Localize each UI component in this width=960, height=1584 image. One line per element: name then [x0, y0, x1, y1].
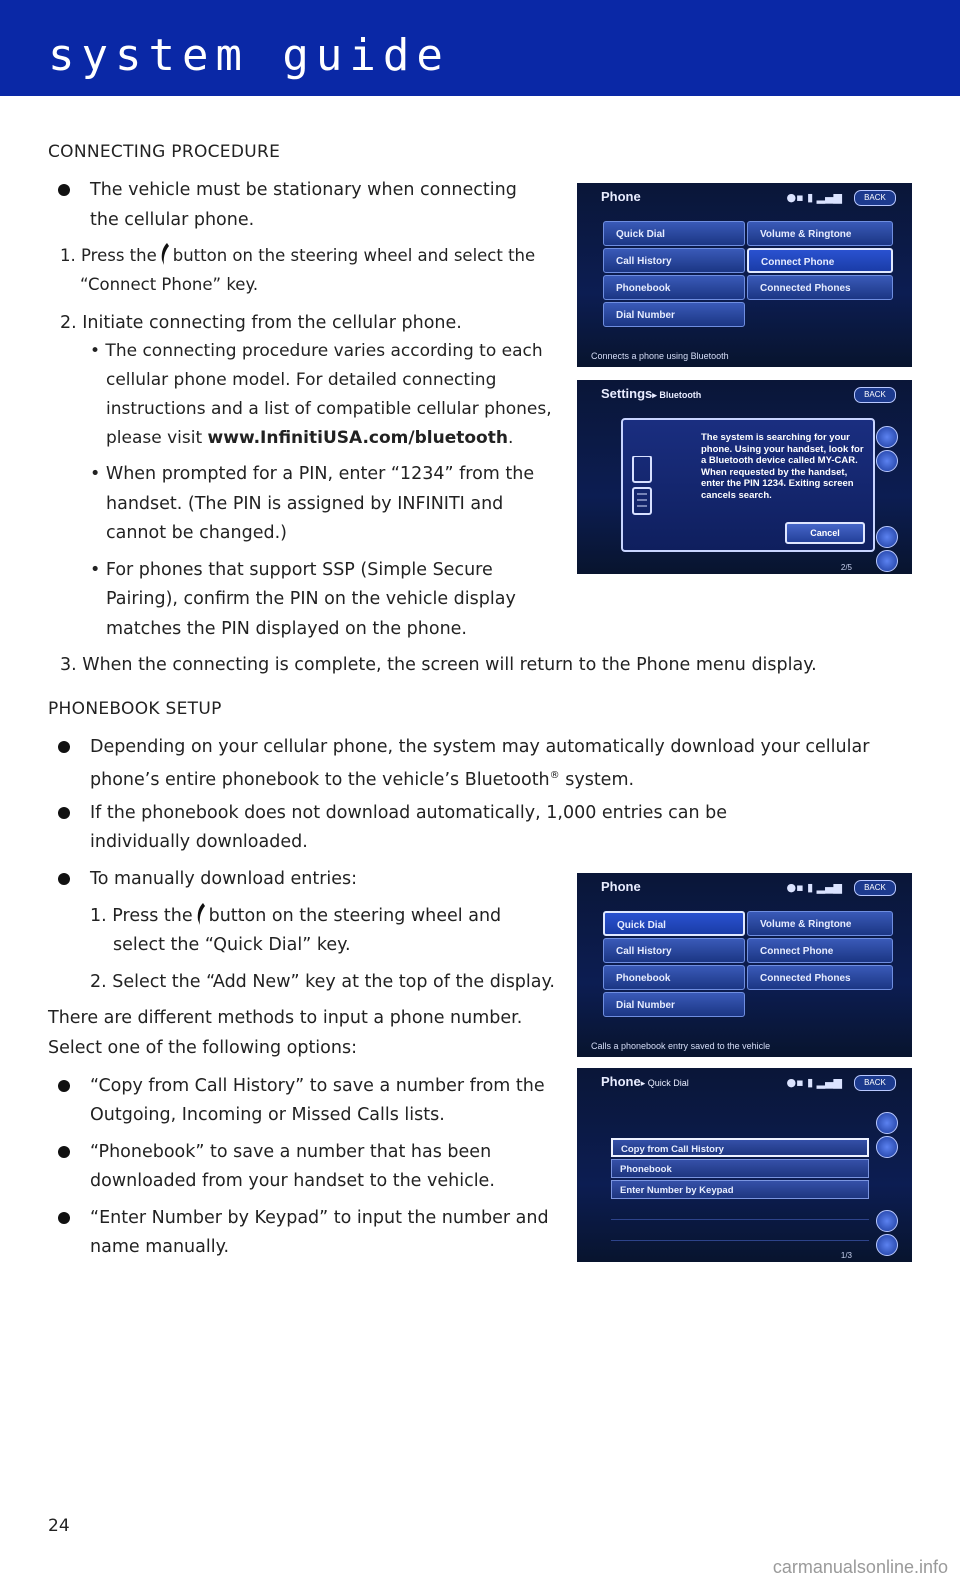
- volume-ringtone-button[interactable]: Volume & Ringtone: [747, 911, 893, 936]
- text-segment: phone’s entire phonebook to the vehicle’s Bluetooth: [90, 769, 550, 790]
- bullet-dot: [58, 807, 70, 819]
- screen-hint: Connects a phone using Bluetooth: [591, 351, 729, 361]
- text-line: [106, 423, 513, 453]
- text-line: downloaded from your handset to the vehicle.: [90, 1171, 495, 1191]
- text-segment: 1. Press the: [90, 906, 193, 926]
- registered-mark: ®: [549, 770, 560, 781]
- bullet-dot: [58, 1146, 70, 1158]
- text-segment: please visit: [106, 428, 203, 448]
- screen-title: [601, 386, 701, 401]
- text-line: “Copy from Call History” to save a number from the: [90, 1076, 545, 1096]
- text-line: Select one of the following options:: [48, 1038, 357, 1058]
- phone-handset-icon: [196, 903, 206, 925]
- text-line: “Enter Number by Keypad” to input the number and: [90, 1208, 549, 1228]
- connect-phone-button[interactable]: Connect Phone: [747, 248, 893, 273]
- bullet-dot: [58, 1080, 70, 1092]
- phone-handset-icon: [160, 243, 170, 265]
- page-header: [0, 0, 960, 96]
- screen-hint: Calls a phonebook entry saved to the vehicle: [591, 1041, 771, 1051]
- handset-icon: [631, 456, 653, 516]
- section-title: system guide: [48, 30, 450, 81]
- scroll-up-icon[interactable]: [876, 1112, 898, 1134]
- empty-row: [611, 1201, 869, 1220]
- step-1: [90, 901, 501, 931]
- searching-message: The system is searching for your phone. Using your handset, look for a Bluetooth device called MY-CAR. When requested by the handset, enter the PIN 1234. Exiting screen cancels search.: [701, 432, 864, 501]
- phone-menu-screenshot: [577, 873, 912, 1057]
- text-line: • When prompted for a PIN, enter “1234” from the: [90, 464, 535, 484]
- text-line: Outgoing, Incoming or Missed Calls lists.: [90, 1105, 445, 1125]
- text-line: instructions and a list of compatible cellular phones,: [106, 399, 552, 419]
- text-segment: system.: [565, 769, 635, 790]
- text-segment: button on the steering wheel and: [208, 906, 502, 926]
- empty-row: [611, 1222, 869, 1241]
- cancel-button[interactable]: Cancel: [785, 522, 865, 544]
- text-line: name manually.: [90, 1237, 230, 1257]
- dial-number-button[interactable]: Dial Number: [603, 992, 745, 1017]
- scroll-down-icon[interactable]: [876, 1234, 898, 1256]
- call-history-button[interactable]: Call History: [603, 248, 745, 273]
- quick-dial-screenshot: [577, 1068, 912, 1262]
- screen-subtitle: ▸ Quick Dial: [640, 1078, 689, 1088]
- connecting-heading: CONNECTING PROCEDURE: [48, 142, 281, 162]
- text-line: To manually download entries:: [90, 869, 358, 889]
- text-line: the cellular phone.: [90, 210, 255, 230]
- page-indicator: 2/5: [840, 563, 852, 572]
- text-line: • The connecting procedure varies according to each: [90, 341, 543, 361]
- enter-number-by-keypad-row[interactable]: Enter Number by Keypad: [611, 1180, 869, 1199]
- screen-title: [601, 1074, 689, 1089]
- bullet-dot: [58, 1212, 70, 1224]
- text-line: The vehicle must be stationary when connecting: [90, 180, 517, 200]
- infiniti-bluetooth-link[interactable]: www.InfinitiUSA.com/bluetooth: [207, 428, 508, 448]
- step-2: 2. Select the “Add New” key at the top of the display.: [90, 972, 555, 992]
- scroll-up-icon[interactable]: [876, 450, 898, 472]
- quick-dial-button[interactable]: Quick Dial: [603, 911, 745, 936]
- step-2: 2. Initiate connecting from the cellular phone.: [60, 313, 462, 333]
- connect-phone-button[interactable]: Connect Phone: [747, 938, 893, 963]
- screen-title-text: Phone: [601, 1074, 641, 1089]
- text-line: Pairing), confirm the PIN on the vehicle display: [106, 589, 516, 609]
- text-line: If the phonebook does not download automatically, 1,000 entries can be: [90, 803, 728, 823]
- scroll-up-icon[interactable]: [876, 1136, 898, 1158]
- call-history-button[interactable]: Call History: [603, 938, 745, 963]
- volume-ringtone-button[interactable]: Volume & Ringtone: [747, 221, 893, 246]
- phone-menu-screenshot: [577, 183, 912, 367]
- copy-from-call-history-row[interactable]: Copy from Call History: [611, 1138, 869, 1157]
- text-line: • For phones that support SSP (Simple Secure: [90, 560, 493, 580]
- phonebook-button[interactable]: Phonebook: [603, 965, 745, 990]
- back-button[interactable]: BACK: [854, 1075, 896, 1091]
- text-line: individually downloaded.: [90, 832, 308, 852]
- quick-dial-button[interactable]: Quick Dial: [603, 221, 745, 246]
- scroll-down-icon[interactable]: [876, 1210, 898, 1232]
- signal-status-icon: ●▪ ▮ ▂▄▆: [786, 881, 842, 894]
- text-segment: .: [507, 428, 514, 448]
- scroll-down-icon[interactable]: [876, 526, 898, 548]
- step-1: [60, 241, 535, 271]
- phonebook-button[interactable]: Phonebook: [603, 275, 745, 300]
- text-line: matches the PIN displayed on the phone.: [106, 619, 467, 639]
- text-line: Depending on your cellular phone, the system may automatically download your cellular: [90, 737, 870, 757]
- step-3: 3. When the connecting is complete, the screen will return to the Phone menu display.: [60, 655, 817, 675]
- bullet-dot: [58, 741, 70, 753]
- text-line: [90, 761, 634, 795]
- text-line: cannot be changed.): [106, 523, 287, 543]
- phonebook-heading: PHONEBOOK SETUP: [48, 699, 222, 719]
- back-button[interactable]: BACK: [854, 387, 896, 403]
- signal-status-icon: ●▪ ▮ ▂▄▆: [786, 1076, 842, 1089]
- text-line: select the “Quick Dial” key.: [113, 935, 351, 955]
- screen-title: Phone: [601, 879, 641, 894]
- screen-title-text: Settings: [601, 386, 653, 401]
- text-line: cellular phone model. For detailed connecting: [106, 370, 497, 390]
- screen-title: Phone: [601, 189, 641, 204]
- phonebook-row[interactable]: Phonebook: [611, 1159, 869, 1178]
- text-line: “Connect Phone” key.: [80, 275, 259, 294]
- connected-phones-button[interactable]: Connected Phones: [747, 965, 893, 990]
- text-segment: 1. Press the: [60, 246, 157, 265]
- text-line: “Phonebook” to save a number that has been: [90, 1142, 492, 1162]
- bullet-dot: [58, 184, 70, 196]
- back-button[interactable]: BACK: [854, 880, 896, 896]
- scroll-up-icon[interactable]: [876, 426, 898, 448]
- bullet-dot: [58, 873, 70, 885]
- page-indicator: 1/3: [840, 1251, 852, 1260]
- scroll-down-icon[interactable]: [876, 550, 898, 572]
- connected-phones-button[interactable]: Connected Phones: [747, 275, 893, 300]
- signal-status-icon: ●▪ ▮ ▂▄▆: [786, 191, 842, 204]
- dial-number-button[interactable]: Dial Number: [603, 302, 745, 327]
- page-number: 24: [48, 1516, 70, 1536]
- back-button[interactable]: BACK: [854, 190, 896, 206]
- text-line: handset. (The PIN is assigned by INFINITI and: [106, 494, 504, 514]
- bluetooth-search-screenshot: [577, 380, 912, 574]
- text-line: There are different methods to input a phone number.: [48, 1008, 523, 1028]
- text-segment: button on the steering wheel and select the: [172, 246, 536, 265]
- searching-dialog: [621, 418, 875, 552]
- screen-subtitle: ▸ Bluetooth: [652, 390, 702, 400]
- watermark: carmanualsonline.info: [772, 1557, 948, 1577]
